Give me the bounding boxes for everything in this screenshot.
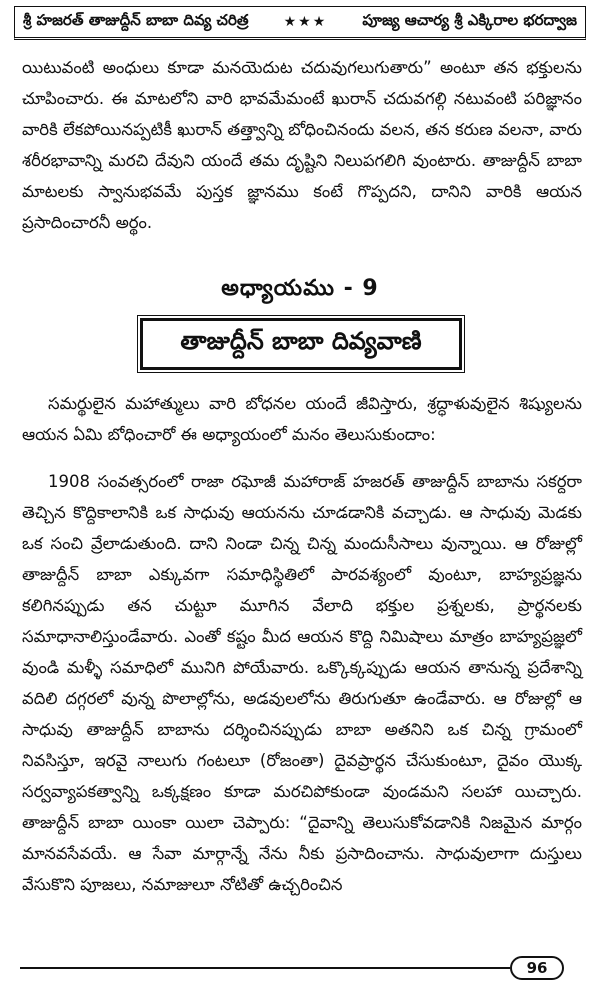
chapter-title	[140, 318, 462, 370]
page-number: 96	[510, 956, 564, 980]
running-header	[14, 6, 586, 40]
paragraph-intro: యిటువంటి అంధులు కూడా మనయెదుట చదువుగలుగుతారు” అంటూ తన భక్తులను చూపించారు. ఈ మాటలోని వారి భావమేమంటే ఖురాన్ చదువగల్గి నటువంటి పరిజ్ఞానం వారికి లేకపోయినప్పటికీ ఖురాన్ తత్త్వాన్ని బోధించినందు వలన, తన కరుణ వలనా, వారు శరీరభావాన్ని మరచి దేవుని యందే తమ దృష్టిని నిలుపగలిగి వుంటారు. తాజుద్దీన్ బాబా మాటలకు స్వానుభవమే పుస్తక జ్ఞానము కంటే గొప్పదని, దానిని వారికి ఆయన ప్రసాదించారనీ అర్థం.	[22, 58, 582, 232]
chapter-number: అధ్యాయము - 9	[221, 276, 379, 301]
header-stars-ornament: ★★★	[283, 14, 328, 30]
footer-rule	[20, 967, 510, 969]
paragraph-story: 1908 సంవత్సరంలో రాజా రఘోజీ మహారాజ్ హజరత్ తాజుద్దీన్ బాబాను సకర్దరా తెచ్చిన కొద్దికాలానికి ఒక సాధువు ఆయనను చూడడానికి వచ్చాడు. ఆ సాధువు మెడకు ఒక సంచి వ్రేలాడుతుంది. దాని నిండా చిన్న చిన్న మందుసీసాలు వున్నాయి. ఆ రోజుల్లో తాజుద్దీన్ బాబా ఎక్కువగా సమాధిస్థితిలో పారవశ్యంలో వుంటూ, బాహ్యప్రజ్ఞను కలిగినప్పుడు తన చుట్టూ మూగిన వేలాది భక్తుల ప్రశ్నలకు, ప్రార్థనలకు సమాధానాలిస్తుండేవారు. ఎంతో కష్టం మీద ఆయన కొద్ది నిమిషాలు మాత్రం బాహ్యప్రజ్ఞలో వుండి మళ్ళీ సమాధిలో మునిగి పోయేవారు. ఒక్కొక్కప్పుడు ఆయన తానున్న ప్రదేశాన్ని వదిలి దగ్గరలో వున్న పొలాల్లోను, అడవులలోను తిరుగుతూ ఉండేవారు. ఆ రోజుల్లో ఆ సాధువు తాజుద్దీన్ బాబాను దర్శించినప్పుడు బాబా అతనిని ఒక చిన్న గ్రామంలో నివసిస్తూ, ఇరవై నాలుగు గంటలూ (రోజంతా) దైవప్రార్థన చేసుకుంటూ, దైవం యొక్క సర్వవ్యాపకత్వాన్ని ఒక్కక్షణం కూడా మరచిపోకుండా వుండమని సలహా యిచ్చారు. తాజుద్దీన్ బాబా యింకా యిలా చెప్పారు: “దైవాన్ని తెలుసుకోవడానికి నిజమైన మార్గం మానవసేవయే. ఆ సేవా మార్గాన్నే నేను నీకు ప్రసాదించాను. సాధువులాగా దుస్తులు వేసుకొని పూజలు, నమాజులూ నోటితో ఉచ్చరించిన	[22, 472, 582, 894]
header-book-title: శ్రీ హజరత్ తాజుద్దీన్ బాబా దివ్య చరిత్ర	[23, 11, 249, 29]
chapter-title-text: తాజుద్దీన్ బాబా దివ్యవాణి	[180, 327, 422, 355]
header-author: పూజ్య ఆచార్య శ్రీ ఎక్కిరాల భరద్వాజ	[362, 11, 577, 29]
paragraph-chapter-intro: సమర్థులైన మహాత్ములు వారి బోధనల యందే జీవిస్తారు, శ్రద్ధాళువులైన శిష్యులను ఆయన ఏమి బోధించారో ఈ అధ్యాయంలో మనం తెలుసుకుందాం:	[22, 394, 582, 444]
